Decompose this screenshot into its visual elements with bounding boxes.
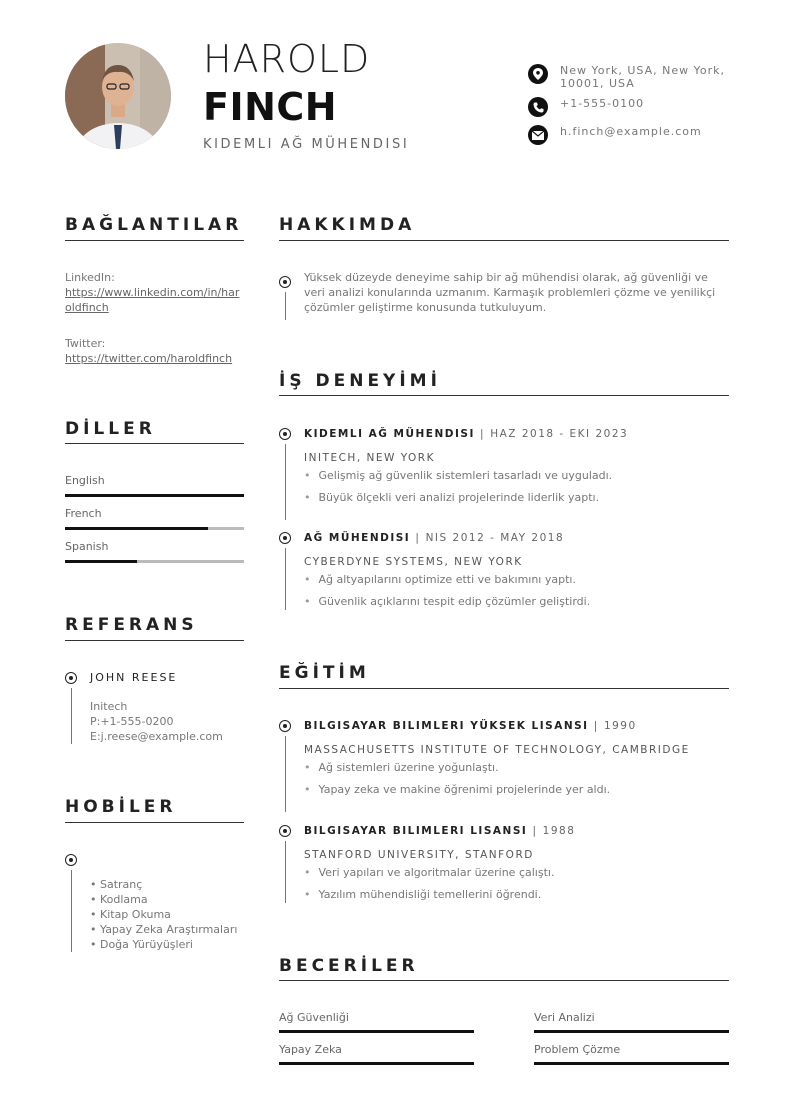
hobby-list [90, 877, 237, 952]
email-text: h.finch@example.com [560, 125, 702, 138]
section-title-about: HAKKIMDA [279, 215, 416, 235]
timeline-line [285, 736, 286, 812]
bullet-item: • Ağ altyapılarını optimize etti ve bakımını yaptı. [304, 573, 576, 586]
skill-item [534, 1011, 729, 1033]
envelope-icon [528, 125, 548, 145]
map-pin-icon [528, 64, 548, 84]
timeline-line [285, 292, 286, 320]
linkedin-link[interactable]: https://www.linkedin.com/in/haroldfinch [65, 286, 240, 314]
separator: | [593, 720, 599, 732]
school-name: STANFORD UNIVERSITY, STANFORD [304, 849, 534, 861]
hobby-item: • Doğa Yürüyüşleri [90, 938, 193, 951]
bullet-item: • Güvenlik açıklarını tespit edip çözümler geliştirdi. [304, 595, 590, 608]
skill-bar [534, 1030, 729, 1033]
section-divider [279, 688, 729, 689]
timeline-dot [279, 825, 291, 837]
section-divider [279, 980, 729, 981]
connection-label: Twitter: [65, 337, 106, 350]
bullet-item: • Gelişmiş ağ güvenlik sistemleri tasarladı ve uyguladı. [304, 469, 612, 482]
skill-name: Yapay Zeka [279, 1043, 342, 1056]
skill-item [534, 1043, 729, 1065]
skill-name: Ağ Güvenliği [279, 1011, 349, 1024]
separator: | [532, 825, 538, 837]
timeline-line [71, 870, 72, 952]
section-title-skills: BECERİLER [279, 956, 419, 976]
language-bar-fill [65, 494, 244, 497]
last-name: FINCH [203, 85, 338, 129]
section-title-education: EĞİTİM [279, 663, 370, 683]
separator: | [415, 532, 421, 544]
timeline-dot [65, 854, 77, 866]
contact-phone [528, 97, 730, 117]
skill-name: Problem Çözme [534, 1043, 621, 1056]
job-dates: NIS 2012 - MAY 2018 [425, 532, 565, 544]
bullet-item: • Ağ sistemleri üzerine yoğunlaştı. [304, 761, 499, 774]
timeline-dot [65, 672, 77, 684]
reference-name: JOHN REESE [90, 671, 178, 684]
job-title: KIDEMLI AĞ MÜHENDISI [203, 137, 410, 152]
job-dates: HAZ 2018 - EKI 2023 [490, 428, 629, 440]
company-name: INITECH, NEW YORK [304, 452, 435, 464]
contact-address [528, 64, 730, 90]
section-title-experience: İŞ DENEYİMİ [279, 371, 441, 391]
hobby-item: • Satranç [90, 878, 143, 891]
skill-item [279, 1043, 474, 1065]
experience-title [304, 532, 564, 544]
bullet-item: • Yapay zeka ve makine öğrenimi projelerinde yer aldı. [304, 783, 610, 796]
language-spanish [65, 540, 244, 563]
section-divider [65, 443, 244, 444]
degree-year: 1988 [542, 825, 576, 837]
connection-linkedin [65, 270, 245, 315]
degree-title: BILGISAYAR BILIMLERI YÜKSEK LISANSI [304, 720, 589, 732]
hobby-item: • Yapay Zeka Araştırmaları [90, 923, 238, 936]
skill-name: Veri Analizi [534, 1011, 595, 1024]
language-name: English [65, 474, 105, 487]
reference-company: Initech [90, 700, 128, 713]
education-title [304, 720, 637, 732]
degree-year: 1990 [603, 720, 637, 732]
language-name: Spanish [65, 540, 109, 553]
timeline-line [71, 688, 72, 744]
reference-details [90, 699, 223, 744]
skill-bar [279, 1030, 474, 1033]
skill-item [279, 1011, 474, 1033]
timeline-dot [279, 720, 291, 732]
language-bar [65, 560, 244, 563]
section-divider [279, 395, 729, 396]
bullet-item: • Yazılım mühendisliği temellerini öğrendi. [304, 888, 541, 901]
contact-email [528, 125, 730, 145]
section-title-hobbies: HOBİLER [65, 797, 177, 817]
bullet-item: • Büyük ölçekli veri analizi projelerinde liderlik yaptı. [304, 491, 599, 504]
language-name: French [65, 507, 102, 520]
section-title-connections: BAĞLANTILAR [65, 215, 243, 235]
timeline-line [285, 444, 286, 520]
connection-twitter [65, 336, 245, 366]
company-name: CYBERDYNE SYSTEMS, NEW YORK [304, 556, 523, 568]
school-name: MASSACHUSETTS INSTITUTE OF TECHNOLOGY, CAMBRIDGE [304, 744, 690, 756]
language-english [65, 474, 244, 497]
section-divider [279, 240, 729, 241]
timeline-dot [279, 428, 291, 440]
language-bar [65, 527, 244, 530]
avatar [65, 43, 171, 149]
section-divider [65, 240, 244, 241]
timeline-dot [279, 276, 291, 288]
hobby-item: • Kitap Okuma [90, 908, 171, 921]
reference-email: E:j.reese@example.com [90, 730, 223, 743]
section-title-languages: DİLLER [65, 419, 156, 439]
section-divider [65, 822, 244, 823]
skill-bar [279, 1062, 474, 1065]
degree-title: BILGISAYAR BILIMLERI LISANSI [304, 825, 528, 837]
phone-text: +1-555-0100 [560, 97, 645, 110]
connection-label: LinkedIn: [65, 271, 115, 284]
separator: | [480, 428, 486, 440]
section-title-references: REFERANS [65, 615, 198, 635]
job-title: AĞ MÜHENDISI [304, 532, 411, 544]
reference-phone: P:+1-555-0200 [90, 715, 174, 728]
address-text: New York, USA, New York, 10001, USA [560, 64, 725, 90]
profile-photo [65, 43, 171, 149]
timeline-line [285, 841, 286, 903]
experience-title [304, 428, 628, 440]
education-title [304, 825, 575, 837]
twitter-link[interactable]: https://twitter.com/haroldfinch [65, 352, 233, 365]
language-bar-fill [65, 560, 137, 563]
about-text: Yüksek düzeyde deneyime sahip bir ağ mühendisi olarak, ağ güvenliği ve veri analizi konularında uzmanım. Karmaşık problemleri çözme ve yenilikçi çözümler geliştirme konusunda tutkuluyum. [304, 271, 716, 314]
first-name: HAROLD [203, 37, 371, 81]
job-title: KIDEMLI AĞ MÜHENDISI [304, 428, 475, 440]
hobby-item: • Kodlama [90, 893, 148, 906]
language-french [65, 507, 244, 530]
timeline-dot [279, 532, 291, 544]
skill-bar [534, 1062, 729, 1065]
language-bar [65, 494, 244, 497]
language-bar-fill [65, 527, 208, 530]
bullet-item: • Veri yapıları ve algoritmalar üzerine çalıştı. [304, 866, 554, 879]
timeline-line [285, 548, 286, 610]
section-divider [65, 640, 244, 641]
phone-icon [528, 97, 548, 117]
